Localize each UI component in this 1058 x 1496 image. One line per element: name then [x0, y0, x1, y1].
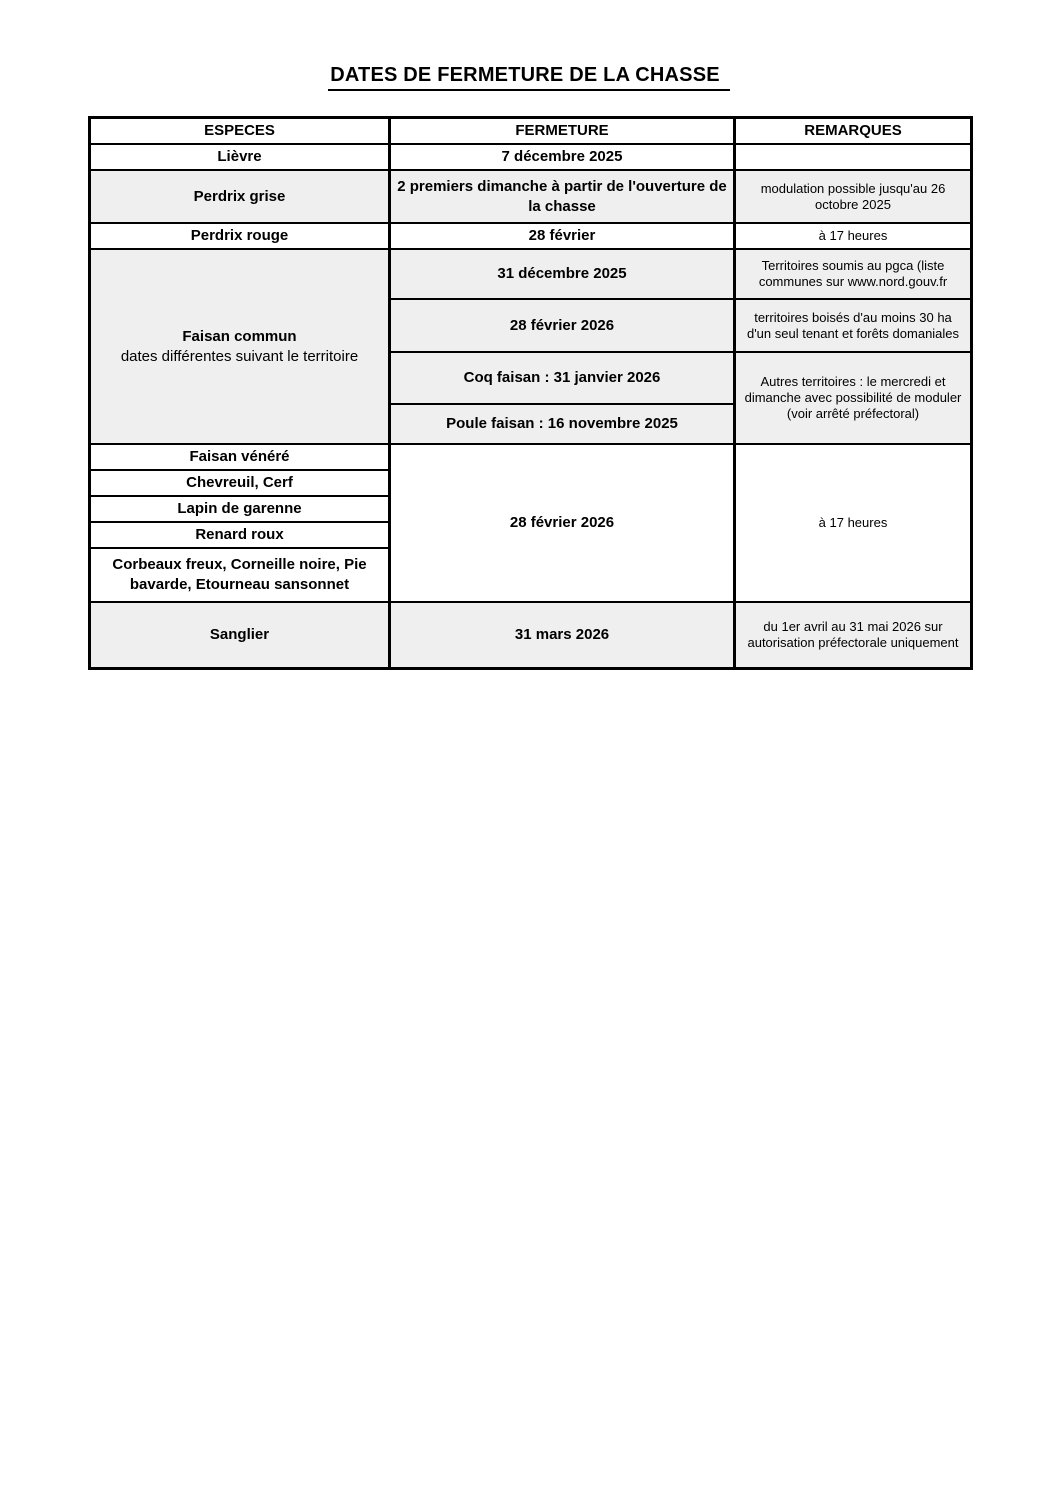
- page-title: DATES DE FERMETURE DE LA CHASSE: [328, 64, 730, 91]
- cell-lievre-remarque: [735, 144, 972, 170]
- fermeture-table: [88, 116, 973, 670]
- cell-perdrix-rouge-remarque: à 17 heures: [735, 223, 972, 249]
- cell-faisan-remarque-1: Territoires soumis au pgca (liste communes sur www.nord.gouv.fr: [735, 249, 972, 299]
- faisan-commun-name: Faisan commun: [182, 327, 297, 345]
- cell-perdrix-grise-fermeture: 2 premiers dimanche à partir de l'ouverture de la chasse: [390, 170, 735, 223]
- cell-faisan-fermeture-poule: Poule faisan : 16 novembre 2025: [390, 404, 735, 444]
- cell-faisan-fermeture-1: 31 décembre 2025: [390, 249, 735, 299]
- row-lievre: [90, 144, 972, 170]
- cell-faisan-fermeture-coq: Coq faisan : 31 janvier 2026: [390, 352, 735, 404]
- cell-perdrix-rouge-fermeture: 28 février: [390, 223, 735, 249]
- cell-chevreuil-cerf-espece: Chevreuil, Cerf: [90, 470, 390, 496]
- row-perdrix-grise: [90, 170, 972, 223]
- cell-perdrix-rouge-espece: Perdrix rouge: [90, 223, 390, 249]
- column-header-especes: ESPECES: [90, 118, 390, 145]
- cell-lievre-fermeture: 7 décembre 2025: [390, 144, 735, 170]
- row-perdrix-rouge: [90, 223, 972, 249]
- cell-groupe-remarque: à 17 heures: [735, 444, 972, 602]
- cell-sanglier-remarque: du 1er avril au 31 mai 2026 sur autorisation préfectorale uniquement: [735, 602, 972, 668]
- row-sanglier: [90, 602, 972, 668]
- cell-sanglier-espece: Sanglier: [90, 602, 390, 668]
- cell-perdrix-grise-remarque: modulation possible jusqu'au 26 octobre 2025: [735, 170, 972, 223]
- cell-faisan-fermeture-2: 28 février 2026: [390, 299, 735, 352]
- cell-corbeaux-espece: Corbeaux freux, Corneille noire, Pie bavarde, Etourneau sansonnet: [90, 548, 390, 602]
- column-header-fermeture: FERMETURE: [390, 118, 735, 145]
- cell-sanglier-fermeture: 31 mars 2026: [390, 602, 735, 668]
- cell-lievre-espece: Lièvre: [90, 144, 390, 170]
- faisan-commun-note: dates différentes suivant le territoire: [120, 347, 359, 365]
- cell-faisan-remarque-autres: Autres territoires : le mercredi et dimanche avec possibilité de moduler (voir arrêté préfectoral): [735, 352, 972, 444]
- cell-groupe-fermeture: 28 février 2026: [390, 444, 735, 602]
- column-header-remarques: REMARQUES: [735, 118, 972, 145]
- row-faisan-commun-1: [90, 249, 972, 299]
- table-header-row: [90, 118, 972, 145]
- cell-faisan-commun-espece: [90, 249, 390, 444]
- cell-faisan-venere-espece: Faisan vénéré: [90, 444, 390, 470]
- cell-perdrix-grise-espece: Perdrix grise: [90, 170, 390, 223]
- cell-renard-espece: Renard roux: [90, 522, 390, 548]
- cell-faisan-remarque-2: territoires boisés d'au moins 30 ha d'un seul tenant et forêts domaniales: [735, 299, 972, 352]
- title-container: [0, 64, 1058, 91]
- cell-lapin-espece: Lapin de garenne: [90, 496, 390, 522]
- row-faisan-venere: [90, 444, 972, 470]
